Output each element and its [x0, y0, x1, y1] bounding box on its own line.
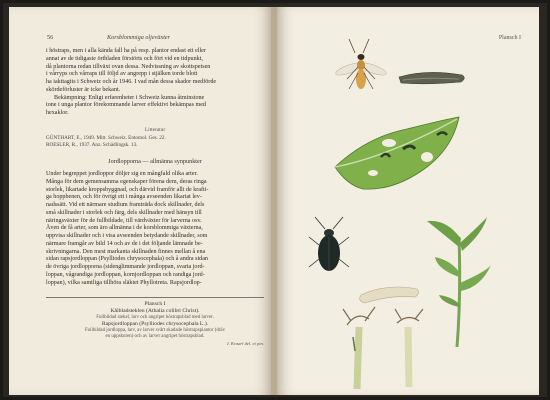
text-line: närmare framgår av bild 14 och av de i det följande lämnade be- — [46, 240, 203, 247]
text-line: små skillnader i storlek och färg, dels skillnader med hänsyn till — [46, 209, 202, 216]
larva-illustration — [399, 72, 464, 83]
running-title: Korsblommiga oljeväxter — [107, 34, 171, 41]
caption-artist: I. Kraarî del. et pin. — [227, 341, 264, 346]
reference-item: GÜNTHART, E., 1949. Mitt. Schweiz. Entomol. Ges. 22. — [46, 135, 166, 141]
page-number: 56 — [47, 34, 54, 41]
text-line: storlek, likartade kroppsbyggnad, och därvid framför allt de krafti- — [46, 186, 209, 193]
damaged-stem-1 — [343, 307, 375, 389]
plant-illustration — [427, 217, 491, 347]
text-line: skrivningarna. Den mest markanta skillnaden finnes mellan å ena — [46, 248, 206, 255]
caption-rule-top — [46, 297, 264, 298]
caption-title-2: Rapsjordloppan (Psylliodes chrysocephala L.). — [101, 321, 209, 327]
reference-list — [46, 135, 264, 148]
text-line: nadssätt. Vid ett närmare studium framträda dock skillnader, dels — [46, 202, 205, 208]
text-line: Även de få arter, som äro allmänna i de korsblommiga växterna, — [46, 225, 203, 232]
text-line: i vårryps och vårraps till följd av angrepp i stjälken torde blott — [46, 71, 198, 78]
caption-plate-label: Plansch I — [144, 301, 166, 307]
section-body — [46, 171, 264, 287]
caption-desc-1: Fullbildad stekel, larv och angripet höstrapsblad med larver. — [96, 315, 214, 320]
text-line: loppan, vågrandiga jordloppan, kornjordloppan och randiga jord- — [46, 271, 205, 278]
reference-item: ROESLER, R., 1937. Anz. Schädlingsk. 13. — [46, 141, 138, 148]
plate-label: Plansch I — [498, 35, 521, 41]
text-line: de övriga jordlopporna (sidenglimmande jordloppan, svarta jord- — [46, 264, 205, 270]
leaf-illustration — [335, 117, 459, 189]
text-line: i höstraps, men i alla kända fall ha på resp. plantor endast ett eller — [46, 48, 206, 54]
text-line: uppvisa skillnader och i visa avseenden betydande skillnader, som — [46, 233, 208, 239]
caption-desc-2b: en uppskuren) och av larver angripet höstrapsblad. — [105, 334, 205, 339]
text-line: loppan), vilka samtliga tillhöra släktet Phyllotreta. Rapsjordlop- — [46, 279, 202, 286]
text-line: annat av de tidigaste örtbladen förstörts och fört vid en tidpunkt, — [46, 55, 203, 62]
text-line: då plantorna redan tillväxt ovan dessa. Nedvissning av skottspetsen — [46, 63, 211, 70]
text-line: ha iakttagits i Schweiz och år 1946. I vad mån dessa skador medförde — [46, 79, 217, 85]
caption-desc-2a: Fullbildad jordloppa, larv, av larver svårt skadade höstrapsplantor (dräv — [84, 328, 226, 333]
beetle-illustration — [309, 217, 349, 271]
right-page-plate — [277, 7, 539, 395]
text-line: skördeförluster är icke bekant. — [46, 86, 121, 93]
text-line: tone i unga plantor förekommande larver effektivt bekämpas med — [46, 102, 206, 109]
text-line: Under begreppet jordloppor döljer sig en mångfald olika arter. — [46, 171, 198, 177]
caption-title-1: Kålbladsteklen (Athalia colibri Christ). — [110, 308, 200, 314]
wasp-illustration — [334, 39, 387, 89]
left-page — [9, 7, 271, 395]
text-line: sidan rapsjordloppan (Psylliodes chrysocephala) och å andra sidan — [46, 256, 208, 263]
plate-caption — [46, 301, 264, 347]
text-line: Bekämpning: Enligt erfarenheter i Schweiz kunna åtminstone — [54, 94, 205, 101]
intro-paragraphs — [46, 48, 264, 118]
section-heading: Jordlopporna — allmänna synpunkter — [108, 158, 202, 165]
text-line: näringsväxter för de fullbildade, till värdväxter för larverna osv. — [46, 217, 202, 224]
pale-larva-illustration — [360, 287, 419, 303]
damaged-stem-2 — [395, 309, 423, 387]
literature-heading: Litteratur — [144, 127, 166, 133]
text-line: hexaklor. — [46, 110, 69, 116]
text-line: ga hoppbenen, och för övrigt ett i många avseenden likartat lev- — [46, 194, 202, 201]
plate-illustrations — [277, 7, 539, 395]
text-line: Många för dem gemensamma egenskaper förena dem, deras ringa — [46, 178, 207, 185]
open-book — [3, 3, 547, 397]
